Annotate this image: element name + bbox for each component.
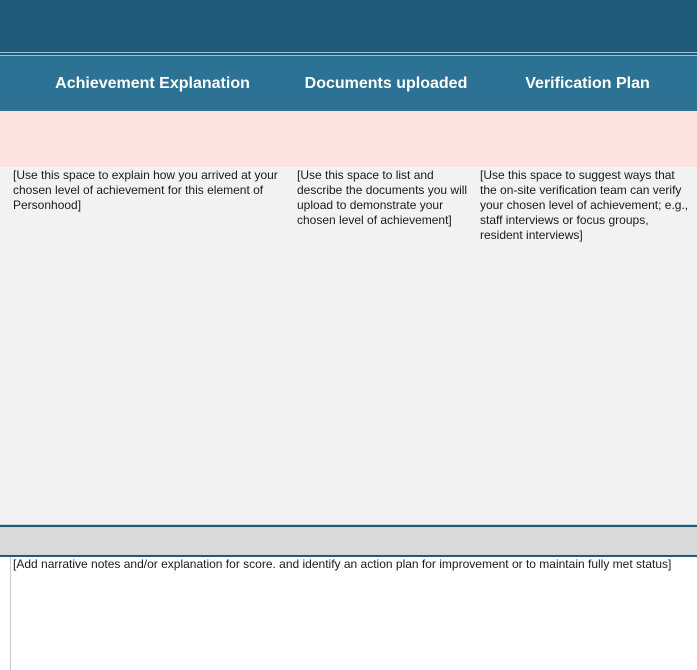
achievement-explanation-cell[interactable]: [Use this space to explain how you arrived at your chosen level of achievement for this element of Personhood] <box>13 168 278 212</box>
header-verification-plan: Verification Plan <box>525 75 650 92</box>
verification-plan-cell[interactable]: [Use this space to suggest ways that the on-site verification team can verify your chosen level of achievement; e.g., staff interviews or focus groups, resident interviews] <box>480 168 689 242</box>
narrative-notes-cell[interactable]: [Add narrative notes and/or explanation for score. and identify an action plan for improvement or to maintain fully met status] <box>13 557 672 571</box>
header-documents-uploaded: Documents uploaded <box>304 75 468 92</box>
documents-uploaded-cell[interactable]: [Use this space to list and describe the documents you will upload to demonstrate your chosen level of achievement] <box>297 168 468 227</box>
title-band <box>0 0 697 52</box>
column-header-row <box>0 56 697 111</box>
highlight-row[interactable] <box>0 111 697 167</box>
notes-section <box>0 557 697 670</box>
header-achievement-explanation: Achievement Explanation <box>55 75 250 92</box>
content-row <box>0 167 697 524</box>
notes-gridline <box>10 557 11 670</box>
notes-header-band <box>0 528 697 554</box>
